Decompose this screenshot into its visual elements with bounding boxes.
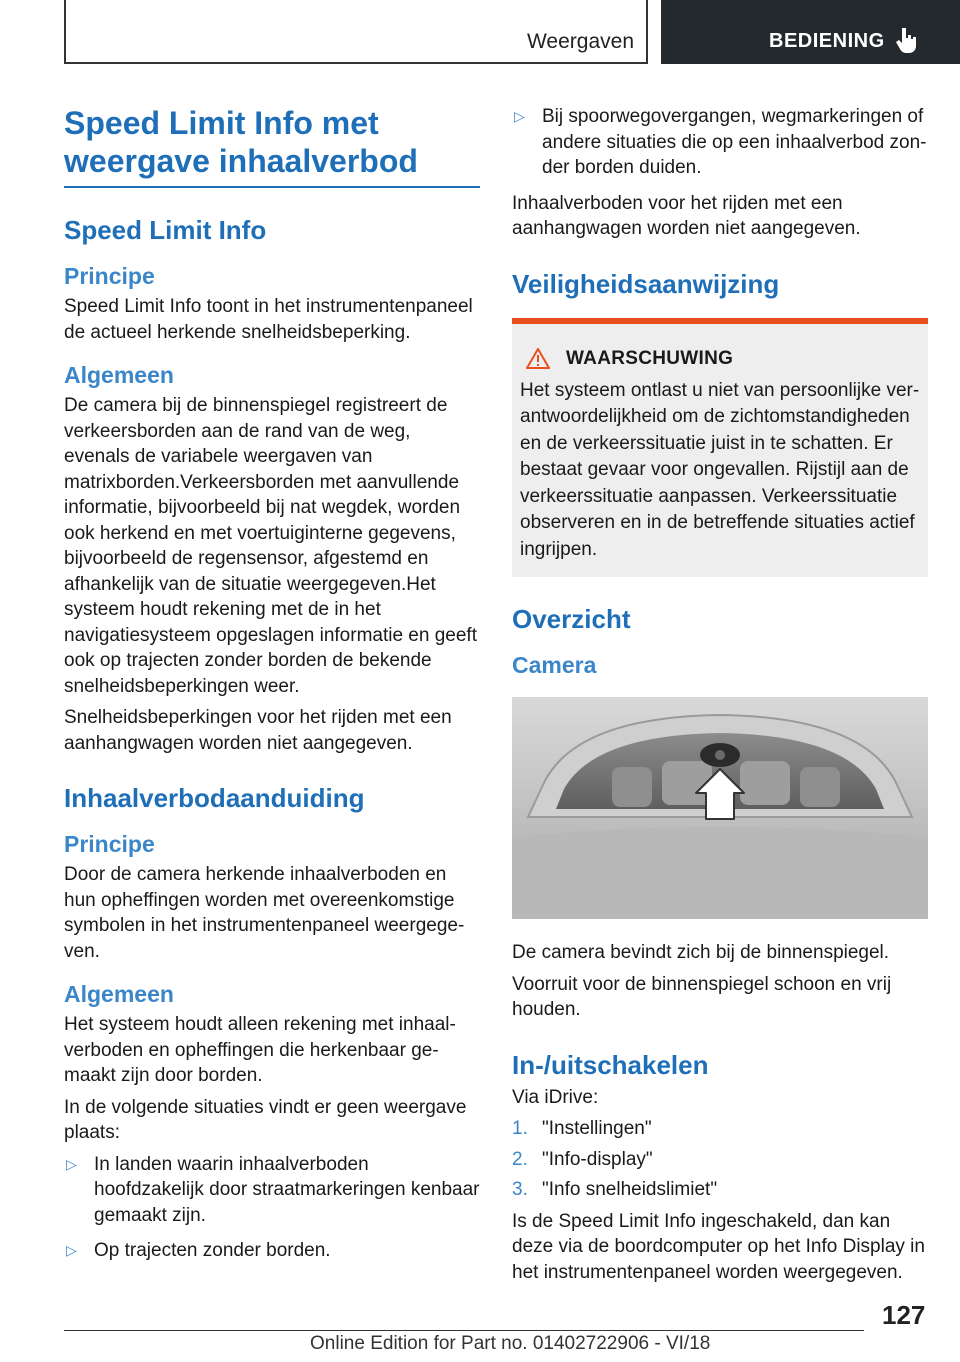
paragraph-via-idrive: Via iDrive: [512, 1086, 599, 1108]
warning-triangle-icon [526, 348, 550, 369]
step-text: "Instellingen" [542, 1118, 652, 1139]
triangle-right-outline-icon: ▷ [66, 1155, 77, 1172]
paragraph-principe-1: Speed Limit Info toont in het instrumentenpaneel de actueel herkende snelheidsbeperking. [64, 296, 473, 343]
bullet-list-left [64, 1152, 480, 1264]
step-text: "Info-display" [542, 1148, 653, 1170]
list-item [512, 104, 928, 181]
heading-speed-limit-info: Speed Limit Info [64, 215, 267, 245]
heading-algemeen-2: Algemeen [64, 981, 174, 1007]
bullet-list-right [512, 104, 928, 181]
heading-principe-1: Principe [64, 263, 155, 289]
paragraph-algemeen-2b: In de volgende situaties vindt er geen weergave plaats: [64, 1096, 467, 1143]
heading-veiligheidsaanwijzing: Veiligheidsaanwijzing [512, 268, 780, 299]
paragraph-algemeen-1b: Snelheidsbeperkingen voor het rijden met een aanhangwagen worden niet aangegeven. [64, 707, 452, 754]
triangle-right-outline-icon: ▷ [66, 1242, 77, 1258]
paragraph-algemeen-1a: De camera bij de binnenspiegel registreert de verkeersborden aan de rand van de weg, evenals de variabele weergaven van matrixborden.Verkeersborden met aanvullende informatie, bijvoorbeeld bij nat wegdek, worden ook herkend en met voertuiginterne gegevens, bijvoorbeeld de regensensor, afgestemd en afhankelijk van de situatie weergegeven.Het systeem houdt rekening met de in het navigatiesysteem opgeslagen informatie en geeft ook op trajecten zonder borden de bekende snelheidsbeperkingen weer. [64, 395, 477, 697]
list-item [512, 1177, 928, 1203]
paragraph-algemeen-2a: Het systeem houdt alleen rekening met inhaalverboden en opheffingen die herkenbaar gemaakt zijn door borden. [64, 1014, 456, 1086]
heading-algemeen-1: Algemeen [64, 362, 174, 388]
warning-title [526, 348, 920, 370]
warning-title-text: WAARSCHUWING [566, 347, 734, 369]
paragraph-aanhangwagen: Inhaalverboden voor het rijden met een aanhangwagen worden niet aangegeven. [512, 192, 861, 239]
page-number: 127 [882, 1300, 926, 1330]
warning-box [512, 318, 928, 578]
header-chapter-box [661, 0, 960, 64]
list-item [512, 1116, 928, 1142]
footer-divider [64, 1330, 864, 1331]
header-section-label: Weergaven [526, 30, 634, 53]
camera-location-image [512, 697, 928, 919]
triangle-right-outline-icon: ▷ [514, 108, 525, 124]
hand-pointer-icon [895, 26, 919, 54]
list-item [512, 1147, 928, 1173]
header-chapter-label: BEDIENING [769, 30, 885, 52]
paragraph-final: Is de Speed Limit Info ingeschakeld, dan kan deze via de boordcomputer op het Info Display in het instrumentenpaneel worden weergegeven. [512, 1210, 925, 1283]
right-column [512, 100, 928, 1291]
step-number: 2. [512, 1148, 528, 1170]
left-column [64, 100, 480, 1274]
step-number: 1. [512, 1118, 528, 1139]
paragraph-principe-2: Door de camera herkende inhaalverboden en hun opheffingen worden met overeenkomstige symbolen in het instrumentenpaneel weergegeven. [64, 864, 465, 962]
list-item-text: Op trajecten zonder borden. [94, 1240, 331, 1261]
paragraph-camera-clean: Voorruit voor de binnenspiegel schoon en vrij houden. [512, 973, 892, 1020]
paragraph-camera-location: De camera bevindt zich bij de binnenspiegel. [512, 942, 890, 963]
list-item-text: Bij spoorwegovergangen, wegmarkeringen of andere situaties die op een inhaalverbod zonder borden duiden. [542, 106, 927, 178]
footer-edition: Online Edition for Part no. 01402722906 - VI/18 [310, 1333, 711, 1354]
list-item-text: In landen waarin inhaalverboden hoofdzakelijk door straatmarkeringen kenbaar gemaakt zijn. [94, 1153, 480, 1226]
heading-inhaalverbodaanduiding: Inhaalverbodaanduiding [64, 783, 365, 813]
page-title: Speed Limit Info met weergave inhaalverbod [64, 104, 480, 188]
step-text: "Info snelheidslimiet" [542, 1179, 718, 1200]
warning-text: Het systeem ontlast u niet van persoonlijke verantwoordelijkheid om de zichtomstandigheden en de verkeerssituatie juist in te schatten. Er bestaat gevaar voor ongevallen. Rijstijl aan de verkeerssituatie aanpassen. Verkeerssituatie observeren en in de betreffende situaties actief ingrijpen. [520, 379, 920, 560]
heading-overzicht: Overzicht [512, 604, 631, 634]
list-item [64, 1152, 480, 1229]
header-section-box [64, 0, 648, 64]
heading-camera: Camera [512, 652, 597, 678]
heading-principe-2: Principe [64, 831, 155, 857]
step-number: 3. [512, 1179, 528, 1200]
heading-in-uitschakelen: In-/uitschakelen [512, 1049, 709, 1080]
steps-list [512, 1116, 928, 1203]
list-item [64, 1238, 480, 1264]
